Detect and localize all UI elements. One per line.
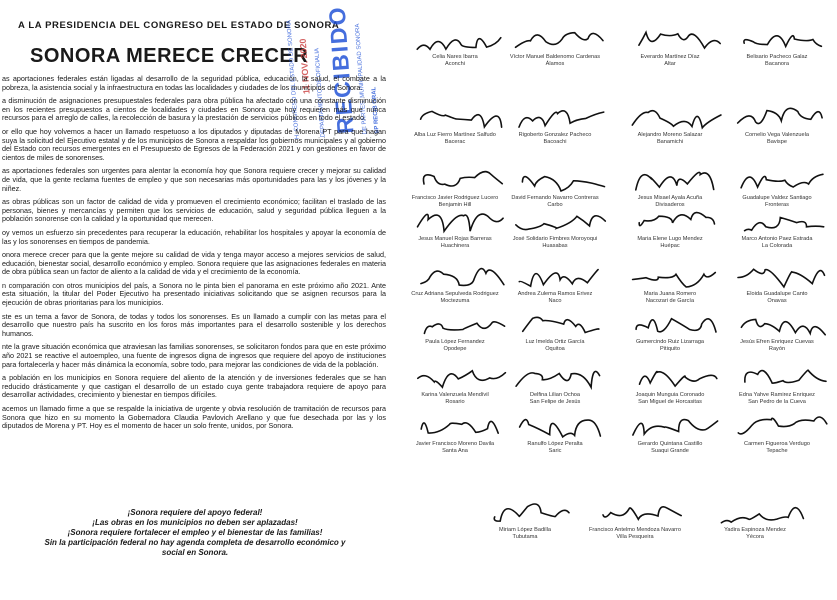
signature-block: [610, 407, 730, 454]
signature-block: [495, 305, 615, 352]
signatory-name: Jesus Manuel Rojas Barreras Huachinera: [418, 236, 492, 249]
signatory-name: Ranulfo López Peralta Saric: [527, 441, 583, 454]
handwritten-signature: [500, 161, 610, 195]
handwritten-signature: [722, 358, 832, 392]
signature-block: [610, 257, 730, 304]
paragraph: or ello que hoy volvemos a hacer un llamado respetuoso a los diputados y diputadas de Morena PT para que hagan suya la solicitud del Ejecutivo estatal y de los municipios de Sonora a respaldar los gobiernos municipales y al gobierno del Estado con recursos emergentes en el Presupuesto de Egresos de la Federación 2021 y con gestiones en favor de cientos de miles de sonorenses.: [2, 126, 386, 162]
signatory-name: Paula López Fernandez Opodepe: [425, 339, 485, 352]
signatory-name: Carmen Figueroa Verdugo Tepache: [744, 441, 810, 454]
handwritten-signature: [722, 257, 832, 291]
handwritten-signature: [615, 305, 725, 339]
signature-block: [717, 305, 837, 352]
signatory-name: Cornelio Vega Valenzuela Bavispe: [745, 132, 809, 145]
slogan-line: ¡Las obras en los municipios no deben ser aplazadas!: [92, 518, 298, 527]
signature-block: [717, 257, 837, 304]
closing-slogans: [0, 508, 390, 558]
slogan-line: ¡Sonora requiere del apoyo federal!: [127, 508, 263, 517]
signatory-name: Yadira Espinoza Mendez Yécora: [724, 527, 786, 540]
handwritten-signature: [615, 202, 725, 236]
signatory-name: Edna Yahve Ramirez Enriquez San Pedro de la Cueva: [739, 392, 815, 405]
signature-block: [495, 20, 615, 67]
handwritten-signature: [500, 358, 610, 392]
signatory-name: Delfina Lilian Ochoa San Felipe de Jesús: [529, 392, 581, 405]
letter-body: [2, 75, 386, 436]
signatory-name: Miriam López Badilla Tubutama: [499, 527, 551, 540]
letter-title: SONORA MERECE CRECER: [30, 45, 309, 67]
paragraph: onora merece crecer para que la gente mejore su calidad de vida y tenga mayor acceso a mejores servicios de salud, educación, bienestar social, desarrollo económico y empleo. Sonora requiere que las asignaciones federales en materia de obra pública sean un factor de aliento a la calidad de vida y el crecimiento de la economía.: [2, 250, 386, 277]
handwritten-signature: [722, 407, 832, 441]
signatory-name: Everardo Martínez Díaz Altar: [640, 54, 700, 67]
handwritten-signature: [400, 305, 510, 339]
signatory-name: Maria Juana Romero Nacozari de García: [643, 291, 697, 304]
signatory-name: Guadalupe Valdez Santiago Fronteras: [742, 195, 812, 208]
handwritten-signature: [470, 493, 580, 527]
signature-block: [610, 20, 730, 67]
paragraph: a población en los municipios en Sonora requiere del aliento de la atención y de inversiones federales que se han reducido drásticamente y que castigan el desarrollo de un estado cuya gente trabajadora requiere de apoyo para desarrollar actividades, crecimiento y bienestar en tiempos difíciles.: [2, 373, 386, 400]
handwritten-signature: [722, 305, 832, 339]
paragraph: as obras públicas son un factor de calidad de vida y promueven el crecimiento económico; facilitan el traslado de las personas, bienes y mercancías y permiten que los servicios de educación, salud y seguridad pública lleguen a la población sonorense con la calidad y la oportunidad que merecen.: [2, 197, 386, 224]
signatory-name: Alba Luz Fierro Martínez Salfudo Bacerac: [414, 132, 496, 145]
signatory-name: Andrea Zulema Ramos Erivez Naco: [517, 291, 593, 304]
signatory-name: Jesus Misael Ayala Acuña Divisaderos: [637, 195, 703, 208]
signature-block: [495, 257, 615, 304]
signatory-name: Víctor Manuel Baldenomo Cardenas Álamos: [509, 54, 601, 67]
stamp-line: DE PARTES, MUNICIPALIDAD SONORA: [354, 23, 369, 135]
signature-block: [717, 202, 837, 249]
handwritten-signature: [722, 98, 832, 132]
handwritten-signature: [722, 161, 832, 195]
signature-block: [695, 493, 815, 540]
paragraph: acemos un llamado firme a que se respalde la iniciativa de urgente y obvia resolución de tramitación de recursos para Sonora que hizo en su momento la Gobernadora Claudia Pavlovich Arellano y que fue desechada por las y los diputados de Morena y PT. Hoy es el momento de hacer un solo frente, unidos, por Sonora.: [2, 404, 386, 431]
handwritten-signature: [400, 20, 510, 54]
signature-block: [717, 358, 837, 405]
handwritten-signature: [615, 20, 725, 54]
handwritten-signature: [500, 257, 610, 291]
signatory-name: Javier Francisco Moreno Davila Santa Ana: [415, 441, 495, 454]
signatory-name: Alejandro Moreno Salazar Banamichi: [637, 132, 703, 145]
paragraph: n comparación con otros municipios del país, a Sonora no le pinta bien el panorama en este próximo año 2021. Ante esta situación, la titular del Poder Ejecutivo ha presentado iniciativas solicitando que se asignen recursos para la ejecución de obras prioritarias para los municipios.: [2, 280, 386, 308]
signatory-name: Rigoberto Gonzalez Pacheco Bacoachi: [518, 132, 592, 145]
signatory-name: Gerardo Quintana Castillo Suaqui Grande: [637, 441, 703, 454]
signature-block: [495, 407, 615, 454]
handwritten-signature: [400, 202, 510, 236]
handwritten-signature: [722, 20, 832, 54]
handwritten-signature: [580, 493, 690, 527]
handwritten-signature: [500, 305, 610, 339]
paragraph: ste es un tema a favor de Sonora, de todas y todos los sonorenses. Es un llamado a cumplir con las metas para el desarrollo que nuestro país ha suscrito en los foros más importantes para el desarrollo sostenible y los derechos humanos.: [2, 311, 386, 338]
stamp-line: SP RECIB GRAL: [371, 86, 381, 134]
signatory-name: Marco Antonio Paez Estrada La Colorada: [741, 236, 813, 249]
signature-block: [717, 98, 837, 145]
letter-column: [0, 0, 390, 600]
signatory-name: Karina Valenzuela Mendívil Rosario: [421, 392, 489, 405]
letter-header: A LA PRESIDENCIA DEL CONGRESO DEL ESTADO DE SONORA: [18, 20, 340, 31]
signature-block: [717, 407, 837, 454]
handwritten-signature: [400, 407, 510, 441]
signatory-name: Cruz Adriana Sepulveda Rodriguez Moctezuma: [411, 291, 499, 304]
signatures-panel: [405, 0, 815, 600]
signature-block: [610, 202, 730, 249]
signature-block: [610, 305, 730, 352]
paragraph: a disminución de asignaciones presupuestales federales para obra pública ha afectado con una constante disminución en los recientes presupuestos a cientos de localidades y ciudades en Sonora que hoy requieren más que nunca recursos para el arreglo de calles, la recolección de basura y la prestación de servicios públicos en todo el estado.: [2, 96, 386, 123]
handwritten-signature: [400, 257, 510, 291]
signatory-name: Eloida Guadalupe Canto Onavas: [746, 291, 808, 304]
signature-block: [495, 98, 615, 145]
handwritten-signature: [500, 202, 610, 236]
signatory-name: Francisco Javier Rodriguez Lucero Benjamin Hill: [411, 195, 499, 208]
signatory-name: José Solidario Fimbres Moroyoqui Huasabas: [512, 236, 598, 249]
handwritten-signature: [400, 358, 510, 392]
signature-block: [610, 98, 730, 145]
slogan-line: Sin la participación federal no hay agenda completa de desarrollo económico y: [44, 538, 346, 547]
signatory-name: Celia Nares Ibarra Aconchi: [432, 54, 478, 67]
signature-block: [465, 493, 585, 540]
handwritten-signature: [722, 202, 832, 236]
handwritten-signature: [615, 98, 725, 132]
paragraph: as aportaciones federales están ligadas al desarrollo de la seguridad pública, educación, la salud, el combate a la pobreza, la asistencia social y la infraestructura en todas las localidades y ciudades de los municipios de Sonora.: [2, 74, 386, 92]
handwritten-signature: [615, 407, 725, 441]
signatory-name: Maria Elene Lugo Mendez Huépac: [637, 236, 703, 249]
signatory-name: David Fernando Navarro Contreras Carbo: [511, 195, 599, 208]
signatory-name: Belisario Pacheco Galaz Bacanora: [746, 54, 808, 67]
signatory-name: Joaquin Munguia Coronado San Miguel de Horcasitas: [635, 392, 705, 405]
paragraph: nte la grave situación económica que atraviesan las familias sonorenses, se solicitaron fondos para que en este próximo año 2021 se reactive el autoempleo, una fuente de ingresos digna de ingresos que requiere del apoyo de instituciones para fortalecerla y hacer más dinámica la economía, sobre todo, para mejorar las condiciones de vida de la población.: [2, 342, 386, 369]
handwritten-signature: [400, 161, 510, 195]
handwritten-signature: [615, 358, 725, 392]
signature-block: [495, 202, 615, 249]
signature-block: [610, 358, 730, 405]
stamp-line: H. CONGRESO DEL ESTADO DE SONORA: [286, 19, 301, 140]
stamp-date: 11 NOV. 2020: [297, 38, 312, 95]
handwritten-signature: [400, 98, 510, 132]
signature-block: [575, 493, 695, 540]
signatory-name: Gumercindo Ruiz Lizarraga Pitiquito: [635, 339, 705, 352]
handwritten-signature: [615, 161, 725, 195]
slogan-line: ¡Sonora requiere fortalecer el empleo y el bienestar de las familias!: [67, 528, 323, 537]
signature-block: [717, 20, 837, 67]
handwritten-signature: [500, 20, 610, 54]
handwritten-signature: [700, 493, 810, 527]
signature-block: [495, 358, 615, 405]
stamp-line: DEPARTAMENTO DE OFICIALIA: [314, 47, 327, 138]
signatory-name: Luz Imelda Ortiz García Oquitoa: [525, 339, 585, 352]
handwritten-signature: [615, 257, 725, 291]
paragraph: as aportaciones federales son urgentes para alentar la economía hoy que Sonora requiere crecer y mejorar su calidad de vida, que la gente reclama fuentes de empleo y que son necesarias más oportunidades para las y los jóvenes y la niñez.: [2, 166, 386, 193]
handwritten-signature: [500, 407, 610, 441]
signatory-name: Francisco Antelmo Mendoza Navarro Villa Pesqueira: [588, 527, 682, 540]
slogan-line: social en Sonora.: [161, 548, 229, 557]
paragraph: oy vemos un esfuerzo sin precedentes para recuperar la educación, rehabilitar los hospitales y apoyar la economía de las y los sonorenses en tiempos de pandemia.: [2, 227, 386, 246]
handwritten-signature: [500, 98, 610, 132]
stamp-received-text: RECIBIDO: [323, 4, 359, 135]
signatory-name: Jesús Efren Enriquez Cuevas Rayón: [740, 339, 814, 352]
